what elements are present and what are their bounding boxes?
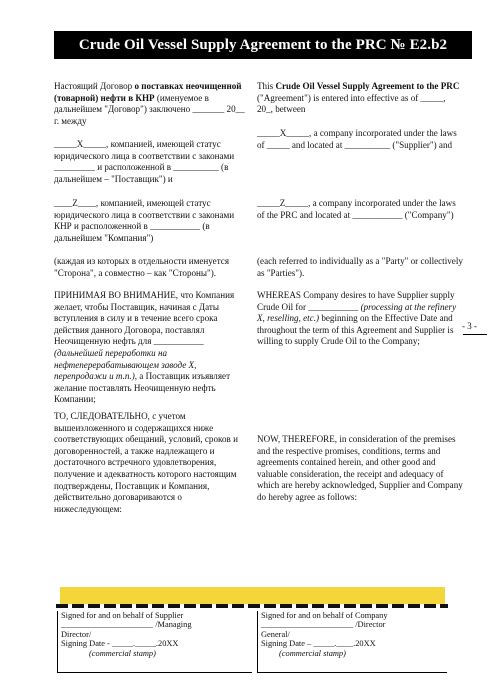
en-parties-clause: (each referred to individually as a "Party" or collectively as "Parties"). [257, 256, 463, 278]
en-preamble-tail: ("Agreement") is entered into effective as of _____, 20_, between [257, 92, 446, 115]
company-stamp-label: (commercial stamp) [279, 648, 346, 658]
en-whereas-italic: (processing at the refinery X, reselling, etc.) [257, 301, 457, 324]
company-signed-for: Signed for and on behalf of Company [261, 611, 388, 620]
en-preamble-text: This [257, 81, 276, 91]
company-signature-block [257, 611, 447, 673]
supplier-signature-line: ______________________ /Managing [61, 620, 192, 630]
supplier-signing-date: Signing Date - _____._____.20XX [61, 639, 179, 649]
page-number-underline [463, 334, 487, 335]
signature-highlight-band [60, 587, 445, 604]
supplier-signatory-title: Director/ [61, 629, 92, 639]
ru-preamble [54, 81, 247, 127]
ru-whereas-italic: (дальнейшей переработки на нефтеперерабатывающем заводе X, перепродажи и т.п.) [54, 347, 197, 382]
supplier-stamp-label: (commercial stamp) [89, 648, 156, 658]
ru-preamble-bold: о поставках неочищенной (товарной) нефти в КНР [54, 81, 242, 103]
page-number: - 3 - [462, 321, 477, 331]
ru-parties-clause: (каждая из которых в отдельности именуется "Сторона", а совместно – как "Стороны"). [54, 256, 230, 278]
ru-whereas-tail: , а Поставщик изъявляет желание поставлять Неочищенную нефть Компании; [54, 371, 231, 405]
ru-supplier-clause: _____X_____, компанией, имеющей статус юридического лица в соответствии с законами _________ и расположенной в __________ (в дальнейшем – "Поставщик") и [54, 139, 235, 184]
en-whereas-text: WHEREAS Company desires to have Supplier supply Crude Oil for ___________ [257, 290, 455, 312]
en-therefore-clause: NOW, THEREFORE, in consideration of the premises and the respective promises, conditions, terms and agreements contained herein, and other good and valuable consideration, the receipt and adequacy of which are hereby acknowledged, Supplier and Company do hereby agree as follows: [257, 434, 463, 502]
company-signatory-title: General/ [261, 629, 290, 639]
en-preamble [257, 81, 463, 116]
signature-dashed-divider [56, 604, 448, 608]
ru-preamble-tail: (именуемое в дальнейшем "Договор") заключено _______ 20__ г. между [54, 92, 245, 126]
ru-whereas-clause [54, 290, 247, 406]
en-preamble-bold: Crude Oil Vessel Supply Agreement to the PRC [275, 81, 460, 91]
company-signature-line: ______________________ /Director [261, 620, 386, 630]
company-signing-date: Signing Date – _____.____.20XX [261, 639, 376, 649]
document-title: Crude Oil Vessel Supply Agreement to the PRC № E2.b2 [54, 31, 472, 59]
en-company-clause: _____Z_____, a company incorporated under the laws of the PRC and located at ___________ ("Company") [257, 198, 456, 220]
en-supplier-clause: _____X_____, a company incorporated under the laws of _____ and located at __________ ("Supplier") and [257, 128, 457, 150]
ru-preamble-text: Настоящий Договор [54, 81, 135, 91]
supplier-signed-for: Signed for and on behalf of Supplier [61, 611, 184, 620]
en-whereas-tail: beginning on the Effective Date and throughout the term of this Agreement and Supplier is willing to supply Crude Oil to the Company; [257, 313, 454, 347]
ru-company-clause: ____Z____, компанией, имеющей статус юридического лица в соответствии с законами КНР и расположенной в ___________ (в дальнейшем "Компания") [54, 198, 235, 243]
en-whereas-clause [257, 290, 463, 348]
ru-therefore-clause: ТО, СЛЕДОВАТЕЛЬНО, с учетом вышеизложенного и содержащихся ниже соответствующих обещаний, условий, сроков и договоренностей, а также надлежащего и достаточного встречного удовлетворения, получение и адекватность которого настоящим подтверждены, Поставщик и Компания, действительно договариваются о нижеследующем: [54, 411, 238, 514]
supplier-signature-block [57, 611, 252, 673]
ru-whereas-text: ПРИНИМАЯ ВО ВНИМАНИЕ, что Компания желает, чтобы Поставщик, начиная с Даты вступления в силу и в течение всего срока действия данного Договора, поставлял Неочищенную нефть для ___________ [54, 290, 235, 347]
